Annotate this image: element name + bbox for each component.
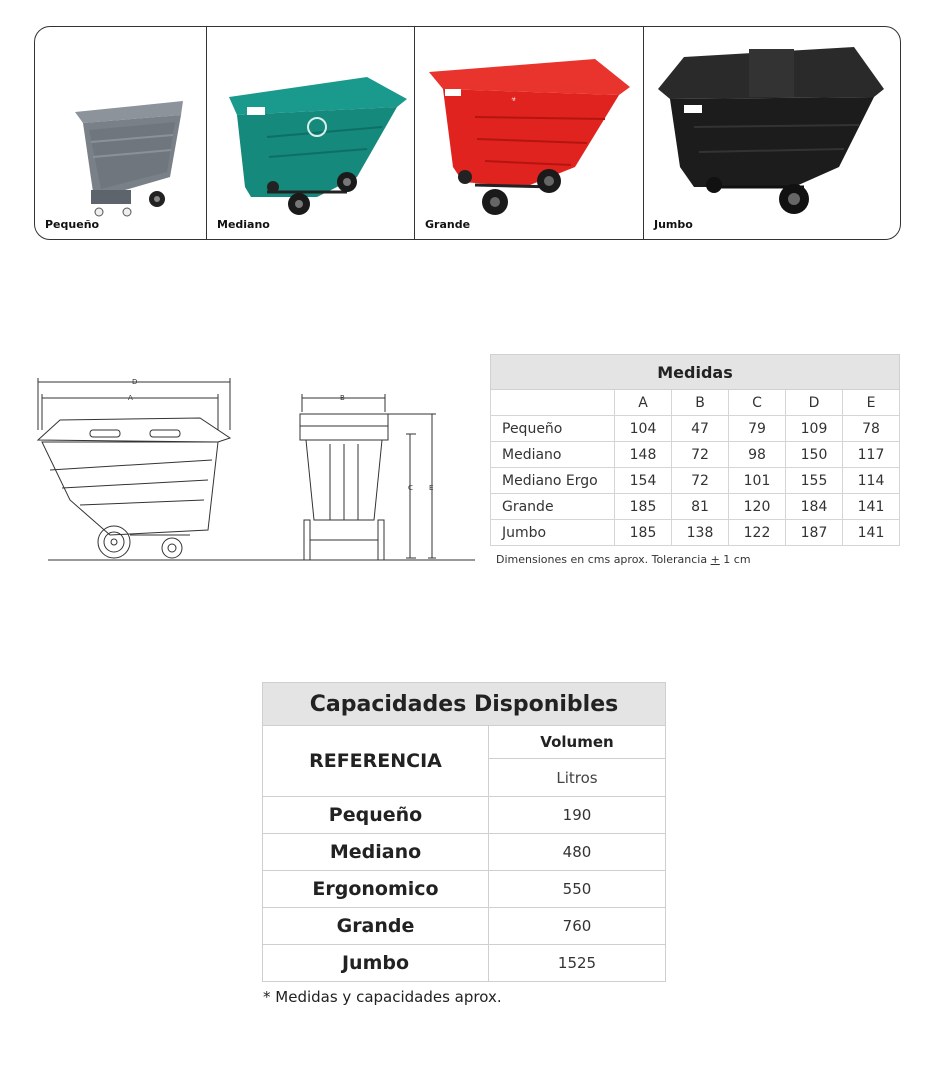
capacidades-footnote: * Medidas y capacidades aprox. xyxy=(263,988,502,1006)
product-label: Mediano xyxy=(217,218,270,231)
cell-value: 141 xyxy=(843,494,900,520)
cart-image-mediano xyxy=(207,27,415,239)
cell-value: 187 xyxy=(786,520,843,546)
cell-value: 79 xyxy=(729,416,786,442)
dim-label-e: E xyxy=(429,484,434,492)
note-tolerance: 1 cm xyxy=(719,553,751,566)
column-header: C xyxy=(729,390,786,416)
cart-image-grande xyxy=(415,27,644,239)
note-text: Dimensiones en cms aprox. Tolerancia xyxy=(496,553,711,566)
table-row xyxy=(491,416,900,442)
reference-name: Pequeño xyxy=(263,797,489,834)
cell-value: 98 xyxy=(729,442,786,468)
cell-value: 47 xyxy=(672,416,729,442)
product-label: Pequeño xyxy=(45,218,100,231)
cell-value: 117 xyxy=(843,442,900,468)
cart-image-jumbo xyxy=(644,27,900,239)
svg-text:☣: ☣ xyxy=(511,96,517,103)
capacidades-table xyxy=(262,682,666,982)
dim-label-a: A xyxy=(128,394,133,402)
dim-label-c: C xyxy=(408,484,413,492)
row-name: Mediano xyxy=(491,442,615,468)
table-row xyxy=(263,908,666,945)
cell-value: 150 xyxy=(786,442,843,468)
cell-value: 185 xyxy=(615,494,672,520)
product-card-mediano xyxy=(207,27,415,239)
volume-unit: Litros xyxy=(489,759,666,797)
product-label: Jumbo xyxy=(654,218,693,231)
cell-value: 120 xyxy=(729,494,786,520)
table-row xyxy=(491,494,900,520)
column-header: E xyxy=(843,390,900,416)
volume-value: 760 xyxy=(489,908,666,945)
dim-label-b: B xyxy=(340,394,345,402)
product-strip xyxy=(34,26,901,240)
table-row xyxy=(491,468,900,494)
medidas-table xyxy=(490,354,900,546)
table-row xyxy=(263,871,666,908)
cell-value: 78 xyxy=(843,416,900,442)
column-header: A xyxy=(615,390,672,416)
column-header: B xyxy=(672,390,729,416)
cell-value: 72 xyxy=(672,468,729,494)
product-label: Grande xyxy=(425,218,471,231)
dim-label-d: D xyxy=(132,378,138,386)
table-row xyxy=(491,442,900,468)
volume-value: 480 xyxy=(489,834,666,871)
medidas-title: Medidas xyxy=(491,355,900,390)
capacidades-title: Capacidades Disponibles xyxy=(263,683,666,726)
cell-value: 138 xyxy=(672,520,729,546)
cell-value: 122 xyxy=(729,520,786,546)
product-card-pequeno xyxy=(35,27,207,239)
cell-value: 155 xyxy=(786,468,843,494)
reference-header: REFERENCIA xyxy=(263,726,489,797)
volume-value: 190 xyxy=(489,797,666,834)
table-row xyxy=(263,797,666,834)
product-card-grande xyxy=(415,27,644,239)
row-name: Grande xyxy=(491,494,615,520)
table-row xyxy=(263,834,666,871)
reference-name: Grande xyxy=(263,908,489,945)
cell-value: 72 xyxy=(672,442,729,468)
cell-value: 104 xyxy=(615,416,672,442)
row-name: Jumbo xyxy=(491,520,615,546)
volume-value: 550 xyxy=(489,871,666,908)
reference-name: Mediano xyxy=(263,834,489,871)
reference-name: Ergonomico xyxy=(263,871,489,908)
cell-value: 109 xyxy=(786,416,843,442)
row-name: Pequeño xyxy=(491,416,615,442)
cell-value: 101 xyxy=(729,468,786,494)
volume-header: Volumen xyxy=(489,726,666,759)
cell-value: 81 xyxy=(672,494,729,520)
volume-value: 1525 xyxy=(489,945,666,982)
cell-value: 141 xyxy=(843,520,900,546)
medidas-note xyxy=(496,553,751,566)
table-row xyxy=(491,520,900,546)
product-card-jumbo xyxy=(644,27,900,239)
plus-minus-sign: + xyxy=(710,553,720,566)
cell-value: 154 xyxy=(615,468,672,494)
table-row xyxy=(263,945,666,982)
medidas-header-row xyxy=(491,390,900,416)
technical-drawing xyxy=(30,370,480,570)
cell-value: 185 xyxy=(615,520,672,546)
cell-value: 184 xyxy=(786,494,843,520)
cell-value: 148 xyxy=(615,442,672,468)
row-name: Mediano Ergo xyxy=(491,468,615,494)
cell-value: 114 xyxy=(843,468,900,494)
reference-name: Jumbo xyxy=(263,945,489,982)
column-header: D xyxy=(786,390,843,416)
cart-image-pequeno xyxy=(35,27,207,239)
